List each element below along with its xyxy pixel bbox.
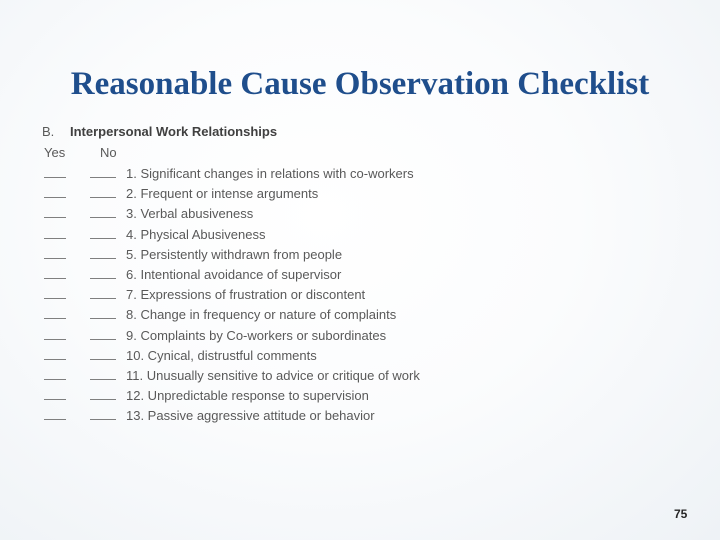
checklist-item-text: 3. Verbal abusiveness <box>126 206 254 222</box>
no-blank <box>90 368 116 380</box>
checklist-item <box>44 366 420 386</box>
checklist-item-text: 8. Change in frequency or nature of complaints <box>126 307 397 323</box>
checklist-item <box>44 326 420 346</box>
checklist-item <box>44 386 420 406</box>
yes-blank <box>44 388 66 400</box>
yes-blank <box>44 247 66 259</box>
no-blank <box>90 186 116 198</box>
yes-blank <box>44 328 66 340</box>
yes-blank <box>44 227 66 239</box>
checklist-item <box>44 285 420 305</box>
column-headers <box>44 145 117 161</box>
yes-blank <box>44 206 66 218</box>
checklist-item-text: 9. Complaints by Co-workers or subordinates <box>126 327 387 343</box>
yes-blank <box>44 348 66 360</box>
yes-blank <box>44 368 66 380</box>
no-blank <box>90 388 116 400</box>
no-blank <box>90 348 116 360</box>
checklist-item-text: 12. Unpredictable response to supervision <box>126 388 369 404</box>
yes-blank <box>44 186 66 198</box>
checklist-item <box>44 406 420 426</box>
checklist-item <box>44 346 420 366</box>
yes-blank <box>44 408 66 420</box>
checklist-item <box>44 305 420 325</box>
section-header <box>42 124 277 140</box>
checklist-item-text: 5. Persistently withdrawn from people <box>126 246 343 262</box>
checklist <box>44 164 420 426</box>
checklist-item <box>44 204 420 224</box>
yes-column-label: Yes <box>44 145 66 160</box>
checklist-item <box>44 245 420 265</box>
yes-blank <box>44 166 66 178</box>
no-blank <box>90 247 116 259</box>
no-blank <box>90 166 116 178</box>
checklist-item-text: 6. Intentional avoidance of supervisor <box>126 266 342 282</box>
no-blank <box>90 328 116 340</box>
no-blank <box>90 206 116 218</box>
checklist-item-text: 2. Frequent or intense arguments <box>126 186 319 202</box>
slide-title: Reasonable Cause Observation Checklist <box>70 66 650 102</box>
checklist-item-text: 1. Significant changes in relations with co-workers <box>126 166 414 181</box>
checklist-item-text: 11. Unusually sensitive to advice or critique of work <box>126 367 420 383</box>
page-number: 75 <box>674 507 688 521</box>
no-blank <box>90 227 116 239</box>
no-column-label: No <box>100 145 117 160</box>
no-blank <box>90 408 116 420</box>
checklist-item-text: 10. Cynical, distrustful comments <box>126 347 317 363</box>
checklist-item <box>44 164 420 184</box>
checklist-item-text: 7. Expressions of frustration or discontent <box>126 287 366 303</box>
checklist-item <box>44 265 420 285</box>
section-letter: B. <box>42 124 55 139</box>
checklist-item <box>44 225 420 245</box>
section-heading: Interpersonal Work Relationships <box>70 124 278 139</box>
checklist-item-text: 13. Passive aggressive attitude or behavior <box>126 408 375 424</box>
no-blank <box>90 287 116 299</box>
yes-blank <box>44 267 66 279</box>
no-blank <box>90 267 116 279</box>
no-blank <box>90 307 116 319</box>
yes-blank <box>44 307 66 319</box>
checklist-item-text: 4. Physical Abusiveness <box>126 226 266 242</box>
yes-blank <box>44 287 66 299</box>
checklist-item <box>44 184 420 204</box>
